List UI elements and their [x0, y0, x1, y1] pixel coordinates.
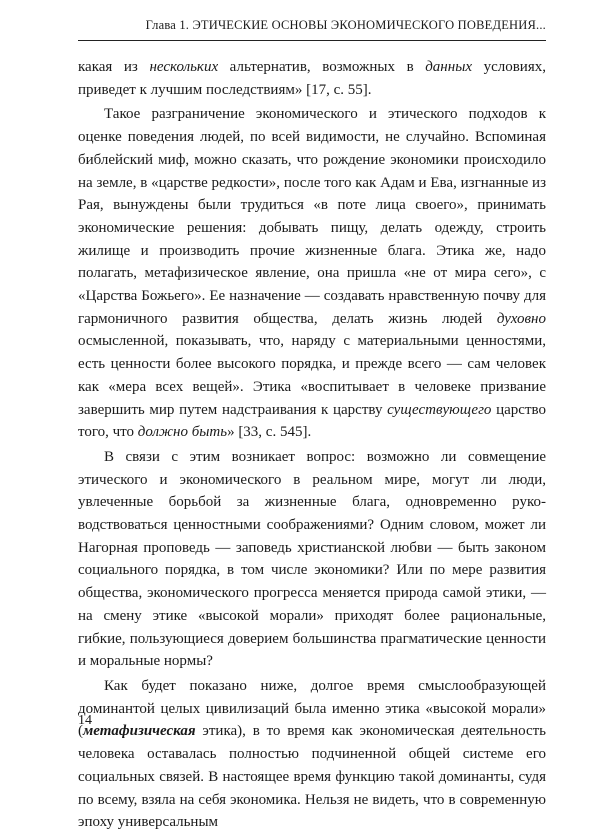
- emphasis-run: метафизическая: [83, 723, 196, 740]
- text-run: этика), в то время как экономическая деятельность человека оставалась полностью подчиненной общей системе его социальных связей. В настоящее время функцию такой доминанты, судя по всему, взяла на себя экономика. Нельзя не видеть, что в современную эпоху универсальным: [78, 723, 546, 831]
- emphasis-run: должно быть: [137, 424, 228, 441]
- paragraph: [78, 675, 546, 834]
- page-number: 14: [78, 713, 92, 728]
- running-title: Глава 1. ЭТИЧЕСКИЕ ОСНОВЫ ЭКОНОМИЧЕСКОГО ПОВЕДЕНИЯ...: [145, 18, 546, 32]
- paragraph: [78, 103, 546, 444]
- text-run: Такое разграничение экономического и этического подходов к оценке поведения людей, по всей видимости, не случайно. Вспоминая библейский миф, можно сказать, что рождение экономики происходило на земле, в «царстве редкости», после того как Адам и Ева, изгнанные из Рая, вынуждены были трудиться «в поте лица своего», принимать экономические решения: добывать пищу, делать одежду, строить жилище и производить прочие жизненные блага. Этика же, надо полагать, метафизическое явление, она пришла «не от мира сего», с «Царства Божьего». Ее назначение — создавать нравственную почву для гармоничного развития общества, делать жизнь людей: [78, 106, 546, 327]
- paragraph: [78, 446, 546, 673]
- text-run: условиях, приведет к лучшим последствиям» [17, с. 55].: [78, 59, 546, 98]
- text-run: В связи с этим возникает вопрос: возможно ли совмещение этического и экономического в реальном мире, могут ли люди, увлеченные борьбой за жизненные блага, одновременно руководствоваться ценностными соображениями? Одним словом, может ли Нагорная проповедь — заповедь христианской любви — быть законом социального порядка, в том числе экономики? Или по мере развития общества, экономического прогресса меняется природа самой этики, — на смену этике «высокой морали» приходят более рациональные, гибкие, пользующиеся доверием большинства прагматические ценности и моральные нормы?: [78, 448, 546, 670]
- text-run: какая из: [78, 59, 150, 75]
- emphasis-run: существующего: [387, 401, 492, 418]
- page-body: [78, 56, 546, 834]
- text-run: осмысленной, показывать, что, наряду с материальными ценностями, есть ценности более высокого порядка, и прежде всего — сам человек как «мера всех вещей». Этика «воспитывает в человеке призвание завершить мир путем надстраивания к царству: [78, 333, 546, 418]
- text-run: Как будет показано ниже, долгое время смыслообразующей доминантой целых цивилизаций была именно этика «высокой морали» (: [78, 677, 546, 740]
- emphasis-run: данных: [425, 59, 473, 75]
- emphasis-run: нескольких: [149, 59, 219, 75]
- running-header: [78, 14, 546, 41]
- emphasis-run: духовно: [496, 310, 546, 327]
- paragraph: [78, 56, 546, 101]
- text-run: » [33, с. 545].: [227, 424, 312, 441]
- text-run: царство того, что: [78, 401, 546, 441]
- text-run: альтернатив, возможных в: [218, 59, 426, 75]
